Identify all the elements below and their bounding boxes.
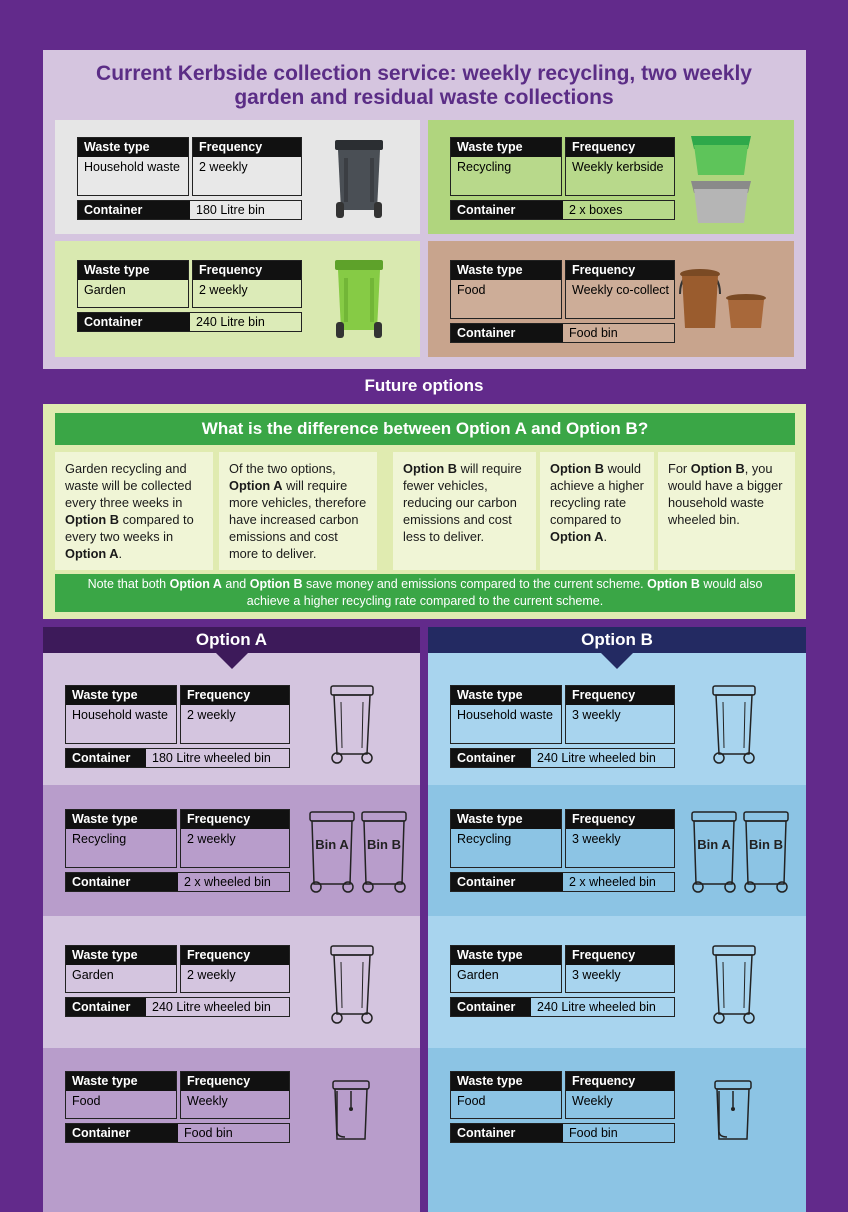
future-options-title: Future options [364, 376, 484, 395]
waste-type-header: Waste type [451, 810, 561, 829]
container-value: 240 Litre bin [196, 315, 265, 329]
point-text: , you would have a bigger household waste wheeled bin. [668, 461, 783, 527]
container-row [450, 200, 675, 220]
point-text: For [668, 461, 691, 476]
waste-type-cell [450, 260, 562, 319]
container-row [65, 872, 290, 892]
bin-label: Bin B [367, 837, 401, 852]
container-row [77, 312, 302, 332]
point-text: . [603, 529, 608, 544]
container-label: Container [451, 998, 531, 1016]
frequency-cell [565, 945, 675, 993]
frequency-value: 2 weekly [187, 832, 236, 846]
point-text: would achieve a higher recycling rate compared to [550, 461, 644, 527]
waste-type-value: Food [457, 283, 486, 297]
container-label: Container [451, 324, 563, 342]
waste-type-header: Waste type [451, 946, 561, 965]
container-label: Container [66, 1124, 178, 1142]
container-value: 180 Litre bin [196, 203, 265, 217]
option-heading-a: Option A [43, 627, 420, 653]
wheelie-bin-icon [711, 682, 757, 766]
frequency-cell [565, 809, 675, 868]
waste-type-value: Household waste [84, 160, 180, 174]
container-value: 240 Litre wheeled bin [537, 1000, 656, 1014]
container-row [65, 1123, 290, 1143]
frequency-header: Frequency [181, 810, 289, 829]
container-row [77, 200, 302, 220]
waste-type-cell [450, 809, 562, 868]
note-text: and [221, 577, 250, 591]
frequency-header: Frequency [566, 686, 674, 705]
waste-type-cell [65, 685, 177, 744]
point-text: will require more vehicles, therefore have increased carbon emissions and cost more to deliver. [229, 478, 367, 561]
waste-type-header: Waste type [66, 946, 176, 965]
waste-type-value: Food [457, 1094, 486, 1108]
container-label: Container [451, 201, 563, 219]
waste-type-cell [450, 1071, 562, 1119]
frequency-header: Frequency [193, 261, 301, 280]
container-label: Container [66, 998, 146, 1016]
difference-point-4 [658, 452, 795, 570]
point-text: Of the two options, [229, 461, 336, 476]
note-text: save money and emissions compared to the current scheme. [302, 577, 648, 591]
frequency-value: Weekly [572, 1094, 613, 1108]
container-value: 2 x wheeled bin [184, 875, 271, 889]
container-row [450, 1123, 675, 1143]
frequency-header: Frequency [193, 138, 301, 157]
waste-type-header: Waste type [78, 261, 188, 280]
waste-type-value: Recycling [72, 832, 127, 846]
point-text: will require fewer vehicles, reducing our carbon emissions and cost less to deliver. [403, 461, 522, 544]
frequency-value: 3 weekly [572, 708, 621, 722]
point-text: Option A [550, 529, 604, 544]
recycling-boxes-icon [688, 131, 754, 227]
container-label: Container [78, 201, 190, 219]
frequency-value: Weekly [187, 1094, 228, 1108]
note-text: Option B [647, 577, 700, 591]
wheelie-bin-icon [711, 942, 757, 1026]
container-value: 240 Litre wheeled bin [537, 751, 656, 765]
point-text: Option B [690, 461, 745, 476]
container-row [450, 748, 675, 768]
frequency-header: Frequency [566, 946, 674, 965]
frequency-cell [180, 945, 290, 993]
food-caddy-icon [678, 266, 770, 332]
frequency-header: Frequency [181, 946, 289, 965]
difference-point-2 [393, 452, 536, 570]
container-label: Container [78, 313, 190, 331]
frequency-cell [565, 260, 675, 319]
frequency-value: 3 weekly [572, 832, 621, 846]
waste-type-cell [65, 945, 177, 993]
point-text: Option A [229, 478, 283, 493]
waste-type-header: Waste type [66, 686, 176, 705]
black-wheelie-bin-icon [332, 136, 386, 220]
waste-type-cell [65, 1071, 177, 1119]
frequency-cell [180, 685, 290, 744]
frequency-value: 2 weekly [199, 283, 248, 297]
container-row [450, 323, 675, 343]
container-row [450, 872, 675, 892]
option-pointer [215, 652, 249, 669]
note-text: would also achieve a higher recycling rate compared to the current scheme. [246, 577, 763, 608]
point-text: Option B [65, 512, 120, 527]
point-text: Option B [403, 461, 458, 476]
container-label: Container [451, 749, 531, 767]
waste-type-value: Household waste [457, 708, 553, 722]
frequency-cell [565, 685, 675, 744]
waste-type-value: Recycling [457, 160, 512, 174]
waste-type-value: Garden [84, 283, 126, 297]
waste-type-cell [65, 809, 177, 868]
container-label: Container [66, 873, 178, 891]
bin-label: Bin A [315, 837, 349, 852]
container-row [450, 997, 675, 1017]
note-text: Option A [169, 577, 222, 591]
waste-type-value: Garden [72, 968, 114, 982]
container-value: Food bin [184, 1126, 233, 1140]
waste-type-cell [77, 260, 189, 308]
frequency-header: Frequency [566, 261, 674, 280]
container-label: Container [451, 1124, 563, 1142]
frequency-cell [192, 260, 302, 308]
frequency-cell [565, 1071, 675, 1119]
frequency-cell [565, 137, 675, 196]
waste-type-header: Waste type [451, 1072, 561, 1091]
frequency-cell [192, 137, 302, 196]
waste-type-cell [450, 137, 562, 196]
difference-point-3 [540, 452, 654, 570]
waste-type-header: Waste type [451, 138, 561, 157]
waste-type-cell [450, 945, 562, 993]
difference-point-1 [219, 452, 377, 570]
container-label: Container [451, 873, 563, 891]
frequency-value: 2 weekly [187, 708, 236, 722]
waste-type-header: Waste type [451, 686, 561, 705]
container-value: 2 x wheeled bin [569, 875, 656, 889]
comparison-note [55, 574, 795, 612]
container-row [65, 748, 290, 768]
point-text: Garden recycling and waste will be collected every three weeks in [65, 461, 192, 510]
food-bin-icon [329, 1077, 373, 1143]
note-text: Note that both [87, 577, 170, 591]
frequency-header: Frequency [181, 1072, 289, 1091]
waste-type-header: Waste type [78, 138, 188, 157]
waste-type-value: Recycling [457, 832, 512, 846]
option-pointer [600, 652, 634, 669]
container-label: Container [66, 749, 146, 767]
difference-heading: What is the difference between Option A and Option B? [55, 413, 795, 445]
point-text: compared to every two weeks in [65, 512, 194, 544]
frequency-header: Frequency [566, 810, 674, 829]
wheelie-bin-icon [329, 682, 375, 766]
container-value: Food bin [569, 326, 618, 340]
container-value: 240 Litre wheeled bin [152, 1000, 271, 1014]
waste-type-value: Household waste [72, 708, 168, 722]
container-row [65, 997, 290, 1017]
option-heading-b: Option B [428, 627, 806, 653]
bin-label: Bin B [749, 837, 783, 852]
waste-type-header: Waste type [66, 810, 176, 829]
container-value: 180 Litre wheeled bin [152, 751, 271, 765]
current-service-title: Current Kerbside collection service: weekly recycling, two weekly garden and residual waste collections [96, 62, 752, 109]
frequency-value: 2 weekly [187, 968, 236, 982]
note-text: Option B [249, 577, 303, 591]
green-wheelie-bin-icon [332, 256, 386, 340]
frequency-value: 2 weekly [199, 160, 248, 174]
frequency-header: Frequency [566, 138, 674, 157]
food-bin-icon [711, 1077, 755, 1143]
difference-point-0 [55, 452, 213, 570]
waste-type-cell [77, 137, 189, 196]
frequency-value: Weekly co-collect [572, 283, 670, 297]
frequency-header: Frequency [566, 1072, 674, 1091]
waste-type-value: Garden [457, 968, 499, 982]
frequency-value: 3 weekly [572, 968, 621, 982]
container-value: Food bin [569, 1126, 618, 1140]
waste-type-header: Waste type [451, 261, 561, 280]
wheelie-bin-icon [329, 942, 375, 1026]
point-text: Option B [550, 461, 605, 476]
waste-type-cell [450, 685, 562, 744]
frequency-header: Frequency [181, 686, 289, 705]
waste-type-header: Waste type [66, 1072, 176, 1091]
point-text: . [118, 546, 123, 561]
point-text: Option A [65, 546, 119, 561]
container-value: 2 x boxes [569, 203, 623, 217]
frequency-cell [180, 809, 290, 868]
frequency-value: Weekly kerbside [572, 160, 664, 174]
frequency-cell [180, 1071, 290, 1119]
waste-type-value: Food [72, 1094, 101, 1108]
bin-label: Bin A [697, 837, 731, 852]
